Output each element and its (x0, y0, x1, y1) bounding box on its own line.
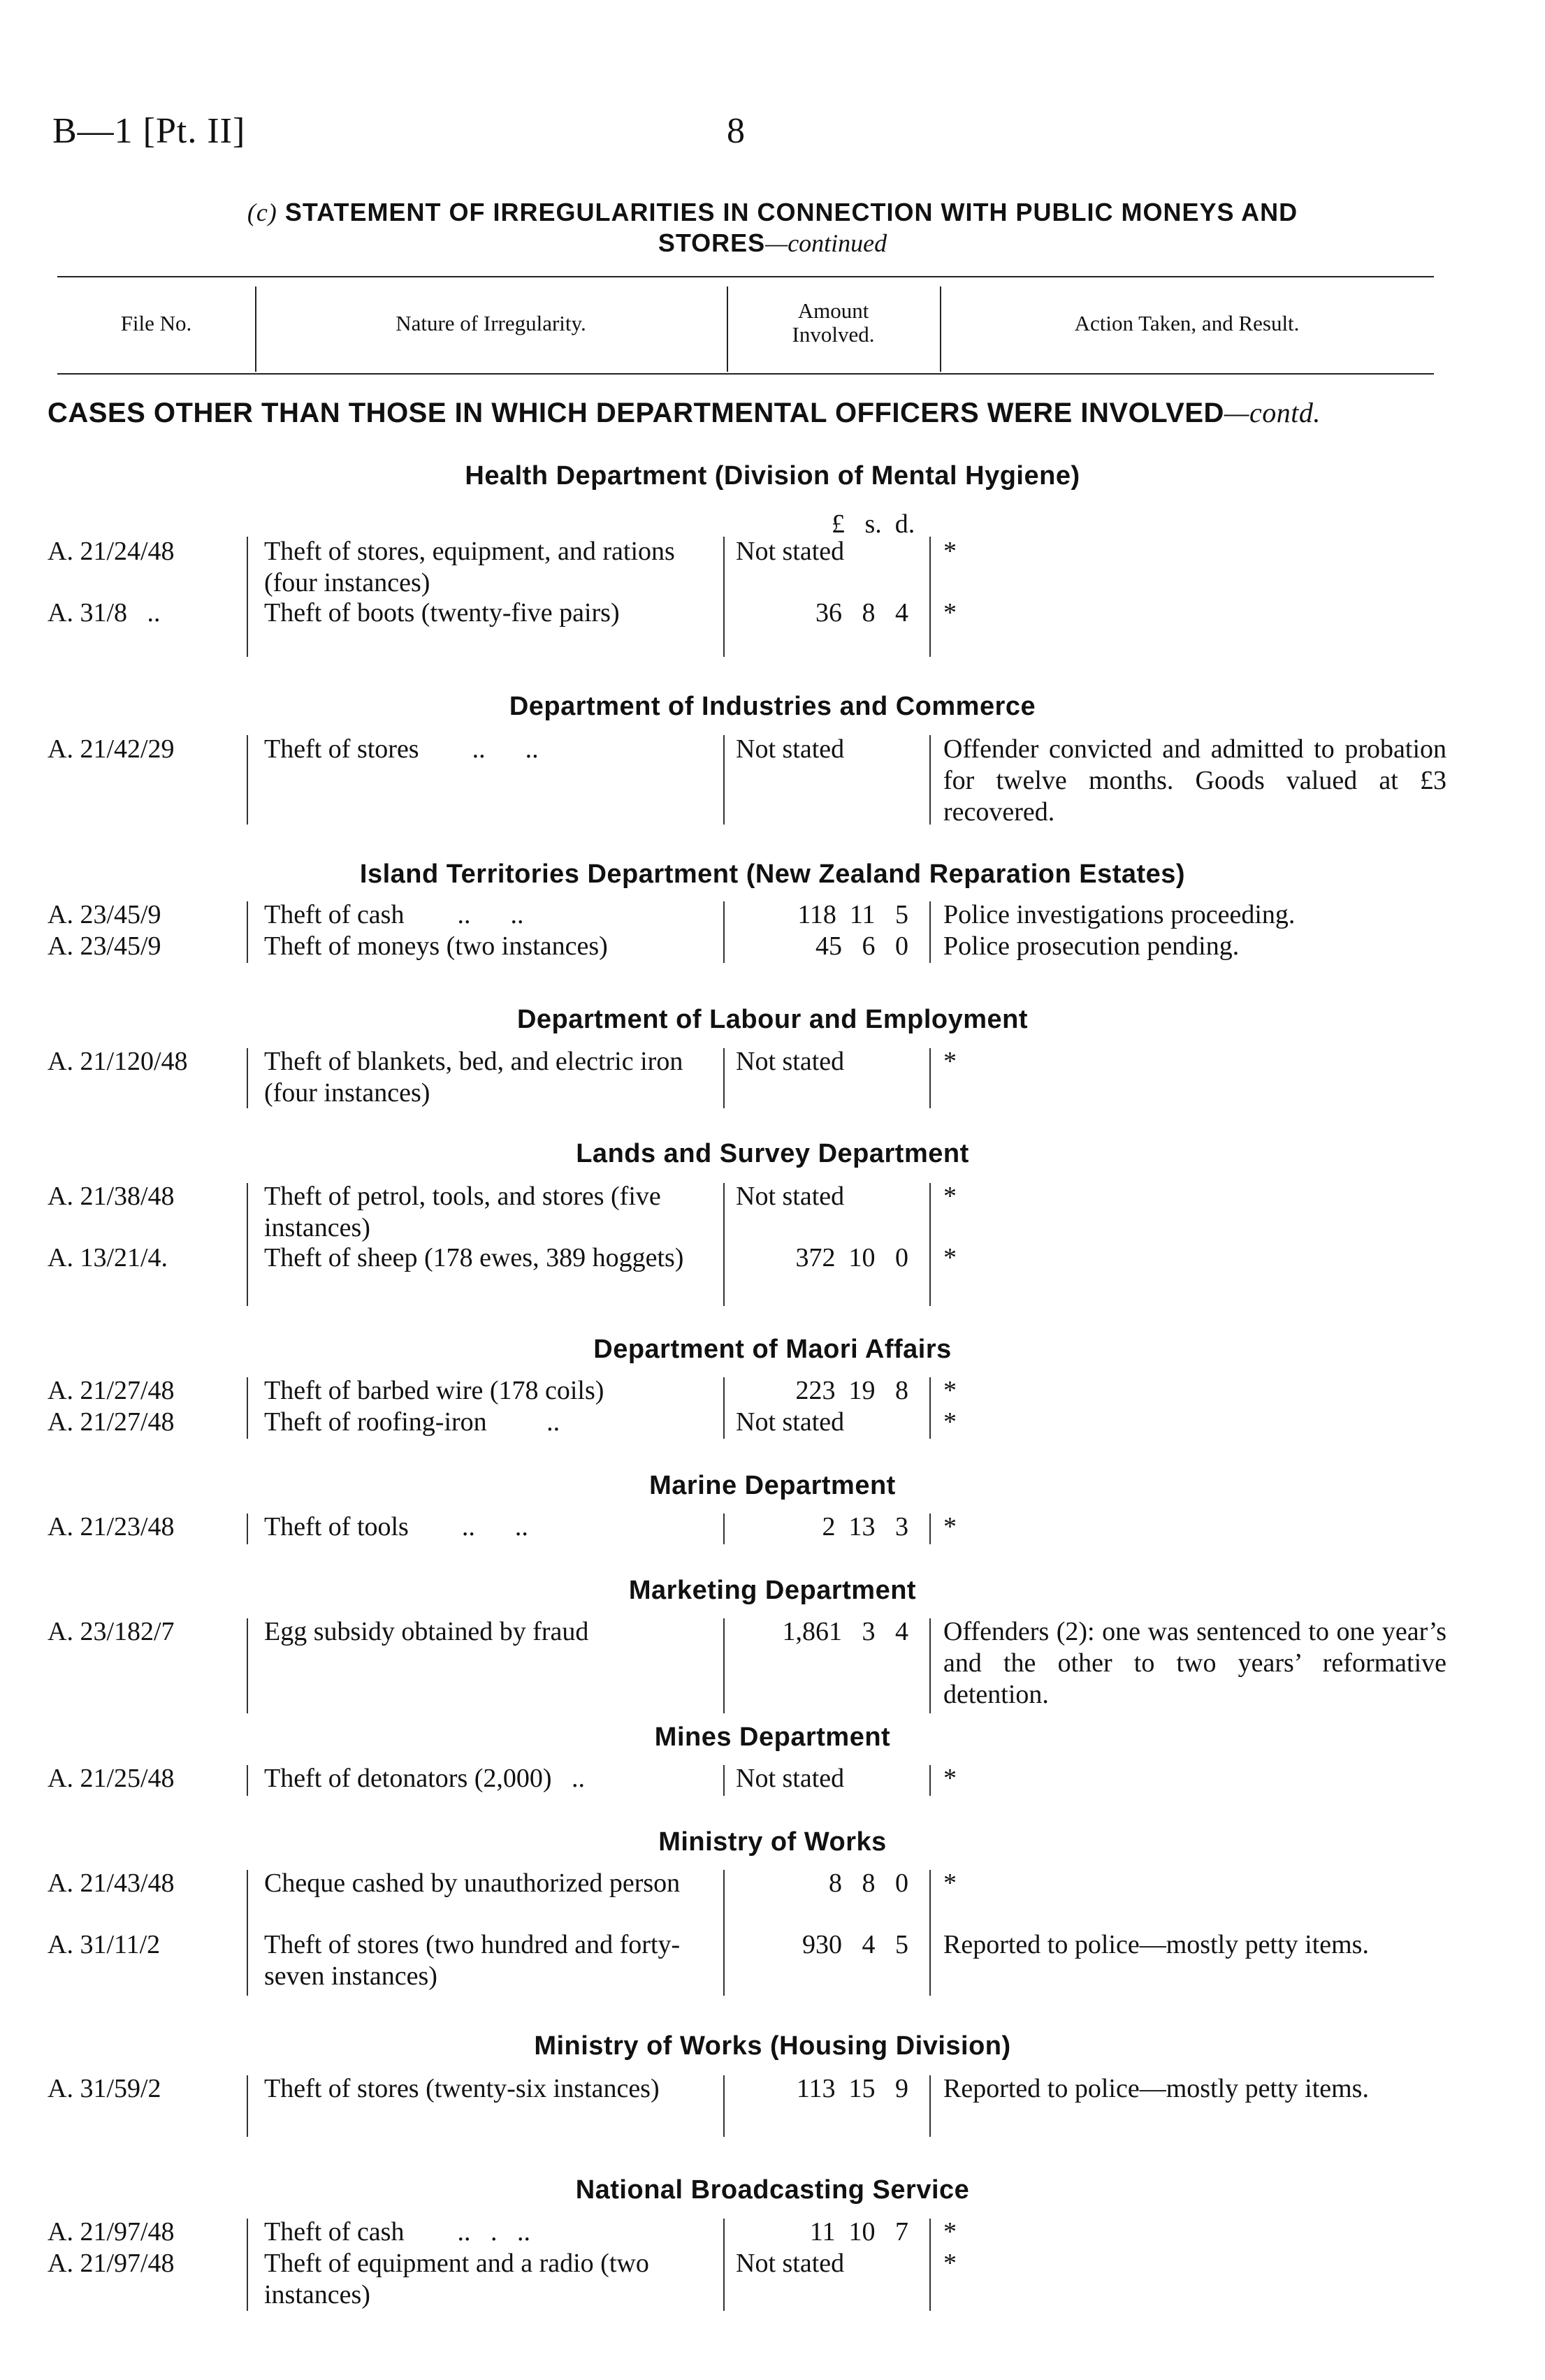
irregularity: Theft of detonators (2,000) .. (264, 1764, 586, 1793)
department-heading: Ministry of Works (Housing Division) (534, 2031, 1011, 2061)
col-divider (247, 901, 248, 963)
file-no: A. 21/23/48 (48, 1512, 175, 1541)
department-heading: Department of Maori Affairs (593, 1335, 952, 1364)
file-no: A. 21/27/48 (48, 1407, 175, 1437)
irregularity: Cheque cashed by unauthorized person (264, 1869, 681, 1898)
department-heading: Ministry of Works (658, 1827, 887, 1857)
col-divider (929, 2075, 931, 2137)
file-no: A. 21/120/48 (48, 1047, 188, 1076)
file-no: A. 23/45/9 (48, 900, 161, 929)
report-reference: B—1 [Pt. II] (52, 111, 246, 151)
action-result: * (943, 1243, 957, 1272)
file-no: A. 31/11/2 (48, 1930, 161, 1959)
irregularity: Theft of stores .. .. (264, 734, 539, 764)
irregularity: Theft of boots (twenty-five pairs) (264, 598, 620, 627)
irregularity: Theft of cash .. . .. (264, 2217, 530, 2247)
action-result: Offenders (2): one was sentenced to one year’s and the other to two years’ reformative detention. (943, 1617, 1446, 1709)
action-result: * (943, 1376, 957, 1405)
file-no: A. 13/21/4. (48, 1243, 168, 1272)
action-result: * (943, 1869, 957, 1898)
col-divider (929, 1183, 931, 1306)
col-divider (247, 537, 248, 657)
amount: 223 19 8 (795, 1376, 908, 1405)
col-divider (929, 1765, 931, 1796)
amount: Not stated (736, 1407, 845, 1437)
amount: 1,861 3 4 (782, 1617, 908, 1646)
amount: 11 10 7 (809, 2217, 908, 2247)
action-result: * (943, 598, 957, 627)
col-divider (929, 901, 931, 963)
col-divider (929, 537, 931, 657)
action-result: Offender convicted and admitted to probation for twelve months. Goods valued at £3 recovered. (943, 734, 1446, 827)
col-divider (247, 1870, 248, 1996)
action-result: Police prosecution pending. (943, 931, 1240, 961)
col-divider (723, 2219, 725, 2311)
file-no: A. 21/97/48 (48, 2217, 175, 2247)
irregularity: Theft of stores (twenty-six instances) (264, 2074, 660, 2103)
col-divider (247, 1377, 248, 1439)
col-divider (723, 901, 725, 963)
amount: Not stated (736, 2249, 845, 2278)
table-top-rule (57, 276, 1434, 277)
file-no: A. 21/24/48 (48, 537, 175, 566)
col-divider (723, 1377, 725, 1439)
col-divider (247, 1618, 248, 1713)
amount: Not stated (736, 1182, 845, 1211)
department-heading: Department of Labour and Employment (516, 1005, 1029, 1034)
col-divider (723, 2075, 725, 2137)
action-result: * (943, 537, 957, 566)
amount: 930 4 5 (802, 1930, 908, 1959)
file-no: A. 21/38/48 (48, 1182, 175, 1211)
amount: 372 10 0 (795, 1243, 908, 1272)
irregularity: Theft of sheep (178 ewes, 389 hoggets) (264, 1243, 684, 1272)
irregularity: Theft of barbed wire (178 coils) (264, 1376, 604, 1405)
amount: 118 11 5 (797, 900, 908, 929)
col-divider (929, 1514, 931, 1544)
col-divider (723, 1618, 725, 1713)
col-divider (247, 1514, 248, 1544)
department-heading: National Broadcasting Service (575, 2175, 970, 2205)
irregularity: Theft of tools .. .. (264, 1512, 528, 1541)
file-no: A. 31/59/2 (48, 2074, 161, 2103)
statement-title-continued: STORES—continued (658, 228, 887, 257)
col-divider (247, 1183, 248, 1306)
action-result: * (943, 2249, 957, 2278)
irregularity: Theft of stores (two hundred and forty-seven instances) (264, 1930, 681, 1991)
file-no: A. 23/182/7 (48, 1617, 175, 1646)
col-header-file: File No. (120, 311, 192, 335)
action-result: * (943, 1512, 957, 1541)
irregularity: Theft of blankets, bed, and electric iron (four instances) (264, 1047, 683, 1108)
action-result: Police investigations proceeding. (943, 900, 1296, 929)
department-heading: Island Territories Department (New Zealand Reparation Estates) (359, 859, 1186, 889)
col-divider (929, 735, 931, 825)
col-header-action: Action Taken, and Result. (1074, 311, 1300, 335)
col-divider (723, 1765, 725, 1796)
file-no: A. 21/27/48 (48, 1376, 175, 1405)
col-divider (723, 1048, 725, 1108)
action-result: Reported to police—mostly petty items. (943, 2074, 1369, 2103)
col-divider (723, 735, 725, 825)
department-heading: Health Department (Division of Mental Hygiene) (465, 461, 1080, 491)
amount: 36 8 4 (815, 598, 908, 627)
col-divider (929, 1377, 931, 1439)
action-result: * (943, 2217, 957, 2247)
col-divider (929, 1870, 931, 1996)
col-divider (929, 2219, 931, 2311)
amount: Not stated (736, 734, 845, 764)
department-heading: Marketing Department (628, 1576, 917, 1605)
col-divider (247, 735, 248, 825)
section-banner: CASES OTHER THAN THOSE IN WHICH DEPARTMENTAL OFFICERS WERE INVOLVED—contd. (48, 397, 1321, 428)
col-divider (247, 1765, 248, 1796)
col-divider (247, 1048, 248, 1108)
irregularity: Egg subsidy obtained by fraud (264, 1617, 589, 1646)
action-result: * (943, 1764, 957, 1793)
file-no: A. 23/45/9 (48, 931, 161, 961)
table-header-bottom-rule (57, 373, 1434, 375)
amount: 8 8 0 (829, 1869, 908, 1898)
department-heading: Lands and Survey Department (576, 1139, 969, 1168)
file-no: A. 21/43/48 (48, 1869, 175, 1898)
amount: Not stated (736, 1764, 845, 1793)
action-result: Reported to police—mostly petty items. (943, 1930, 1369, 1959)
irregularity: Theft of cash .. .. (264, 900, 524, 929)
col-header-amount: Amount Involved. (792, 298, 875, 347)
page-number: 8 (727, 111, 745, 151)
col-divider (723, 537, 725, 657)
col-divider (929, 1618, 931, 1713)
col-header-nature: Nature of Irregularity. (396, 311, 586, 335)
money-units-header: £ s. d. (832, 509, 915, 539)
amount: 45 6 0 (815, 931, 908, 961)
col-divider (247, 2075, 248, 2137)
col-divider (723, 1183, 725, 1306)
action-result: * (943, 1047, 957, 1076)
action-result: * (943, 1407, 957, 1437)
col-divider (723, 1870, 725, 1996)
irregularity: Theft of moneys (two instances) (264, 931, 608, 961)
col-divider (929, 1048, 931, 1108)
file-no: A. 21/97/48 (48, 2249, 175, 2278)
statement-title: (c) STATEMENT OF IRREGULARITIES IN CONNECTION WITH PUBLIC MONEYS AND (247, 198, 1298, 226)
department-heading: Department of Industries and Commerce (509, 692, 1036, 721)
col-divider (247, 2219, 248, 2311)
file-no: A. 21/42/29 (48, 734, 175, 764)
irregularity: Theft of equipment and a radio (two instances) (264, 2249, 649, 2309)
amount: Not stated (736, 537, 845, 566)
department-heading: Marine Department (649, 1471, 896, 1500)
irregularity: Theft of roofing-iron .. (264, 1407, 560, 1437)
amount: 113 15 9 (796, 2074, 908, 2103)
department-heading: Mines Department (654, 1722, 891, 1752)
col-divider (723, 1514, 725, 1544)
amount: Not stated (736, 1047, 845, 1076)
file-no: A. 21/25/48 (48, 1764, 175, 1793)
amount: 2 13 3 (822, 1512, 908, 1541)
file-no: A. 31/8 .. (48, 598, 161, 627)
irregularity: Theft of stores, equipment, and rations (four instances) (264, 537, 675, 597)
action-result: * (943, 1182, 957, 1211)
irregularity: Theft of petrol, tools, and stores (five instances) (264, 1182, 661, 1242)
